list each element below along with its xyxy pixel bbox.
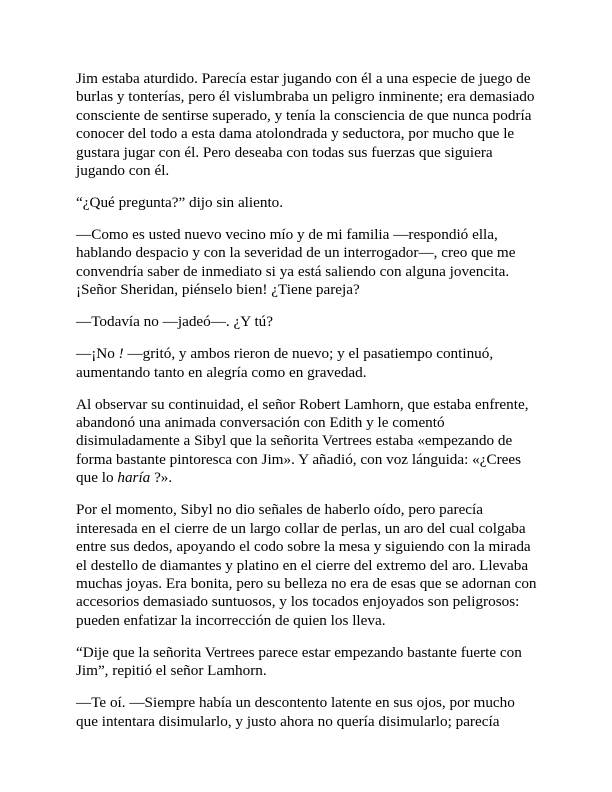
text-run: —gritó, y ambos rieron de nuevo; y el pasatiempo continuó, aumentando tanto en alegría como en gravedad. xyxy=(76,345,494,381)
paragraph xyxy=(76,194,538,212)
italic-text-run: ! xyxy=(118,345,124,363)
paragraph xyxy=(76,396,538,488)
paragraph xyxy=(76,644,538,681)
paragraph xyxy=(76,694,538,731)
text-run: Al observar su continuidad, el señor Robert Lamhorn, que estaba enfrente, abandonó una animada conversación con Edith y le comentó disimuladamente a Sibyl que la señorita Vertrees estaba «empezando de forma bastante pintoresca con Jim». Y añadió, con voz lánguida: «¿Crees que lo xyxy=(76,395,529,487)
text-run: —¡No xyxy=(76,345,119,363)
text-run: —Como es usted nuevo vecino mío y de mi familia —respondió ella, hablando despacio y con la severidad de un interrogador—, creo que me convendría saber de inmediato si ya está saliendo con alguna jovencita. ¡Señor Sheridan, piénselo bien! ¿Tiene pareja? xyxy=(76,226,516,299)
paragraph xyxy=(76,226,538,300)
paragraph xyxy=(76,313,538,331)
text-run: Por el momento, Sibyl no dio señales de haberlo oído, pero parecía interesada en el cierre de un largo collar de perlas, un aro del cual colgaba entre sus dedos, apoyando el codo sobre la mesa y siguiendo con la mirada el destello de diamantes y platino en el cierre del extremo del aro. Llevaba muchas joyas. Era bonita, pero su belleza no era de esas que se adornan con accesorios demasiado suntuosos, y los tocados enjoyados son peligrosos: pueden enfatizar la incorrección de quien los lleva. xyxy=(76,501,537,629)
italic-text-run: haría xyxy=(117,469,151,487)
paragraph xyxy=(76,70,538,180)
paragraph xyxy=(76,501,538,630)
text-run: “¿Qué pregunta?” dijo sin aliento. xyxy=(76,194,284,212)
text-run: Jim estaba aturdido. Parecía estar jugando con él a una especie de juego de burlas y tonterías, pero él vislumbraba un peligro inminente; era demasiado consciente de sentirse superado, y tenía la consciencia de que nunca podría conocer del todo a esta dama atolondrada y seductora, por mucho que le gustara jugar con él. Pero deseaba con todas sus fuerzas que siguiera jugando con él. xyxy=(76,70,535,180)
text-run: “Dije que la señorita Vertrees parece estar empezando bastante fuerte con Jim”, repitió el señor Lamhorn. xyxy=(76,643,522,680)
document-page xyxy=(76,70,538,731)
paragraph xyxy=(76,345,538,382)
text-run: —Te oí. —Siempre había un descontento latente en sus ojos, por mucho que intentara disimularlo, y justo ahora no quería disimularlo; parecía xyxy=(76,694,515,730)
text-run: —Todavía no —jadeó—. ¿Y tú? xyxy=(76,313,274,331)
text-run: ?». xyxy=(150,469,173,487)
